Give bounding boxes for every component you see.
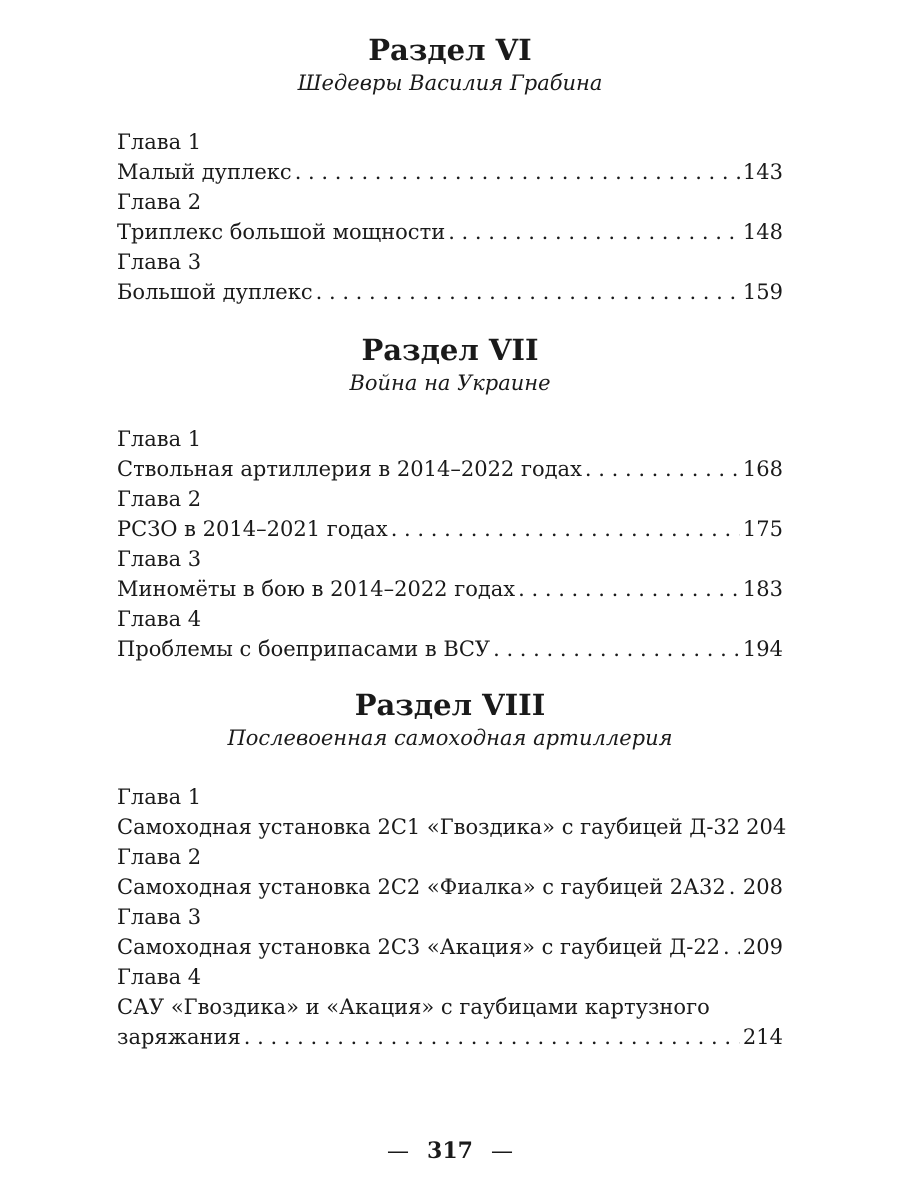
dot-leader xyxy=(448,217,740,247)
folio-number: 317 xyxy=(427,1138,473,1164)
chapter-title: Ствольная артиллерия в 2014–2022 годах xyxy=(117,457,582,481)
chapter-title: Самоходная установка 2С3 «Акация» с гаубицей Д-22 xyxy=(117,935,721,959)
folio-dash: — xyxy=(387,1139,410,1164)
chapter-title: Малый дуплекс xyxy=(117,160,292,184)
toc-entry[interactable] xyxy=(117,277,783,307)
chapter-label: Глава 3 xyxy=(117,905,202,929)
chapter-title: Самоходная установка 2С2 «Фиалка» с гаубицей 2А32 xyxy=(117,875,726,899)
section-title: Раздел VIII xyxy=(354,688,546,722)
page-number: 168 xyxy=(742,457,783,481)
dot-leader xyxy=(244,1022,740,1052)
dot-leader xyxy=(585,454,740,484)
dot-leader xyxy=(723,932,740,962)
dot-leader xyxy=(316,277,740,307)
section-subtitle: Шедевры Василия Грабина xyxy=(297,71,603,95)
page-number: 209 xyxy=(742,935,783,959)
chapter-label: Глава 2 xyxy=(117,845,202,869)
chapter-label: Глава 2 xyxy=(117,487,202,511)
toc-entry[interactable] xyxy=(117,157,783,187)
chapter-label: Глава 2 xyxy=(117,190,202,214)
section-title: Раздел VII xyxy=(361,333,539,367)
dot-leader xyxy=(493,634,740,664)
chapter-title: РСЗО в 2014–2021 годах xyxy=(117,517,388,541)
folio-dash: — xyxy=(490,1139,513,1164)
dot-leader xyxy=(729,872,740,902)
toc-entry[interactable] xyxy=(117,217,783,247)
chapter-label: Глава 1 xyxy=(117,785,202,809)
page-number: 208 xyxy=(742,875,783,899)
page-folio xyxy=(0,1136,900,1167)
toc-entry[interactable] xyxy=(117,872,783,902)
toc-entry[interactable] xyxy=(117,574,783,604)
section-title: Раздел VI xyxy=(368,33,532,67)
page-number: 183 xyxy=(742,577,783,601)
page-number: 175 xyxy=(742,517,783,541)
chapter-label: Глава 4 xyxy=(117,965,202,989)
chapter-title-line: САУ «Гвоздика» и «Акация» с гаубицами картузного xyxy=(117,995,710,1019)
chapter-list xyxy=(117,424,783,664)
chapter-label: Глава 3 xyxy=(117,250,202,274)
toc-entry-continuation xyxy=(117,1022,783,1052)
chapter-title-line: заряжания xyxy=(117,1025,241,1049)
section-subtitle: Послевоенная самоходная артиллерия xyxy=(227,726,673,750)
dot-leader xyxy=(518,574,740,604)
chapter-title: Проблемы с боеприпасами в ВСУ xyxy=(117,637,491,661)
page-number: 159 xyxy=(742,280,783,304)
chapter-list xyxy=(117,127,783,307)
chapter-label: Глава 1 xyxy=(117,427,202,451)
dot-leader xyxy=(391,514,740,544)
toc-entry[interactable] xyxy=(117,932,783,962)
chapter-title: Самоходная установка 2С1 «Гвоздика» с гаубицей Д-32 xyxy=(117,815,741,839)
page-number: 148 xyxy=(742,220,783,244)
toc-entry[interactable] xyxy=(117,634,783,664)
chapter-label: Глава 3 xyxy=(117,547,202,571)
dot-leader xyxy=(295,157,740,187)
chapter-title: Большой дуплекс xyxy=(117,280,313,304)
toc-entry[interactable] xyxy=(117,514,783,544)
chapter-label: Глава 4 xyxy=(117,607,202,631)
page-number: 194 xyxy=(742,637,783,661)
chapter-label: Глава 1 xyxy=(117,130,202,154)
section-heading xyxy=(0,688,900,752)
section-heading xyxy=(0,33,900,97)
toc-entry[interactable] xyxy=(117,992,783,1052)
section-heading xyxy=(0,333,900,397)
page-number: 143 xyxy=(742,160,783,184)
chapter-title: Миномёты в бою в 2014–2022 годах xyxy=(117,577,516,601)
chapter-list xyxy=(117,782,787,1052)
page-number: 204 xyxy=(746,815,787,839)
chapter-title: Триплекс большой мощности xyxy=(117,220,446,244)
toc-entry[interactable] xyxy=(117,812,787,842)
section-subtitle: Война на Украине xyxy=(349,371,551,395)
page-number: 214 xyxy=(742,1025,783,1049)
toc-entry[interactable] xyxy=(117,454,783,484)
